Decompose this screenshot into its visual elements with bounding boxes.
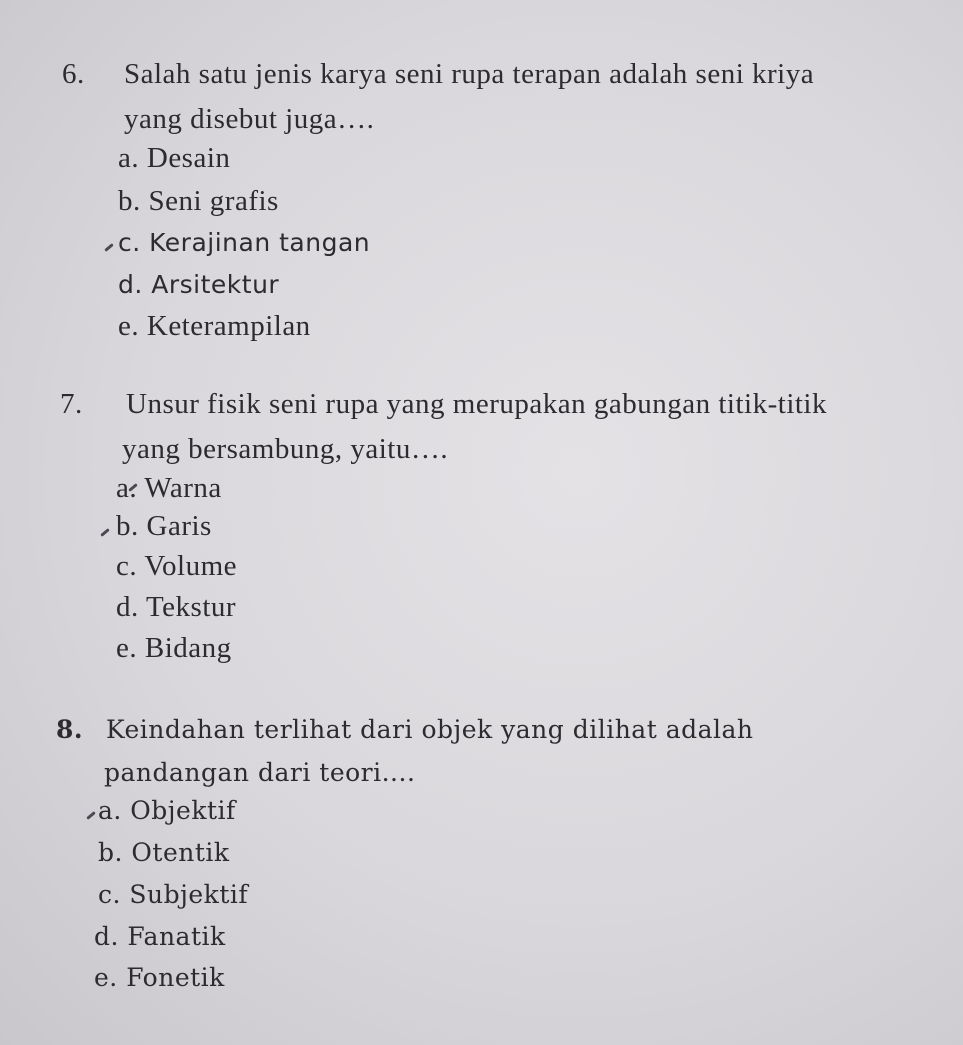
answer-mark bbox=[104, 243, 114, 252]
option-d[interactable]: d. Fanatik bbox=[94, 922, 226, 951]
answer-mark bbox=[100, 528, 110, 537]
option-a[interactable]: a. Warna bbox=[116, 472, 222, 504]
option-e[interactable]: e. Keterampilan bbox=[118, 310, 311, 342]
question-number: 7. bbox=[60, 388, 83, 420]
option-e[interactable]: e. Bidang bbox=[116, 632, 232, 664]
option-d[interactable]: d. Tekstur bbox=[116, 591, 237, 623]
option-b[interactable]: b. Garis bbox=[116, 510, 212, 542]
option-d[interactable]: d. Arsitektur bbox=[118, 270, 280, 299]
question-text-line: Keindahan terlihat dari objek yang dilihat adalah bbox=[106, 715, 754, 744]
option-a[interactable]: a. Desain bbox=[118, 142, 231, 174]
question-text-line: Unsur fisik seni rupa yang merupakan gabungan titik-titik bbox=[126, 388, 827, 420]
option-c[interactable]: c. Subjektif bbox=[98, 880, 249, 909]
question-number: 8. bbox=[56, 715, 84, 744]
question-text-line: Salah satu jenis karya seni rupa terapan adalah seni kriya bbox=[124, 58, 815, 90]
question-text-line: pandangan dari teori.... bbox=[104, 758, 416, 787]
option-c[interactable]: c. Volume bbox=[116, 550, 238, 582]
option-c[interactable]: c. Kerajinan tangan bbox=[118, 228, 371, 257]
question-number: 6. bbox=[62, 58, 85, 90]
option-a[interactable]: a. Objektif bbox=[98, 796, 236, 825]
option-e[interactable]: e. Fonetik bbox=[94, 963, 225, 992]
question-text-line: yang bersambung, yaitu…. bbox=[122, 433, 449, 465]
answer-mark bbox=[86, 811, 96, 820]
option-b[interactable]: b. Otentik bbox=[98, 838, 230, 867]
option-b[interactable]: b. Seni grafis bbox=[118, 185, 279, 217]
question-text-line: yang disebut juga…. bbox=[124, 103, 375, 135]
